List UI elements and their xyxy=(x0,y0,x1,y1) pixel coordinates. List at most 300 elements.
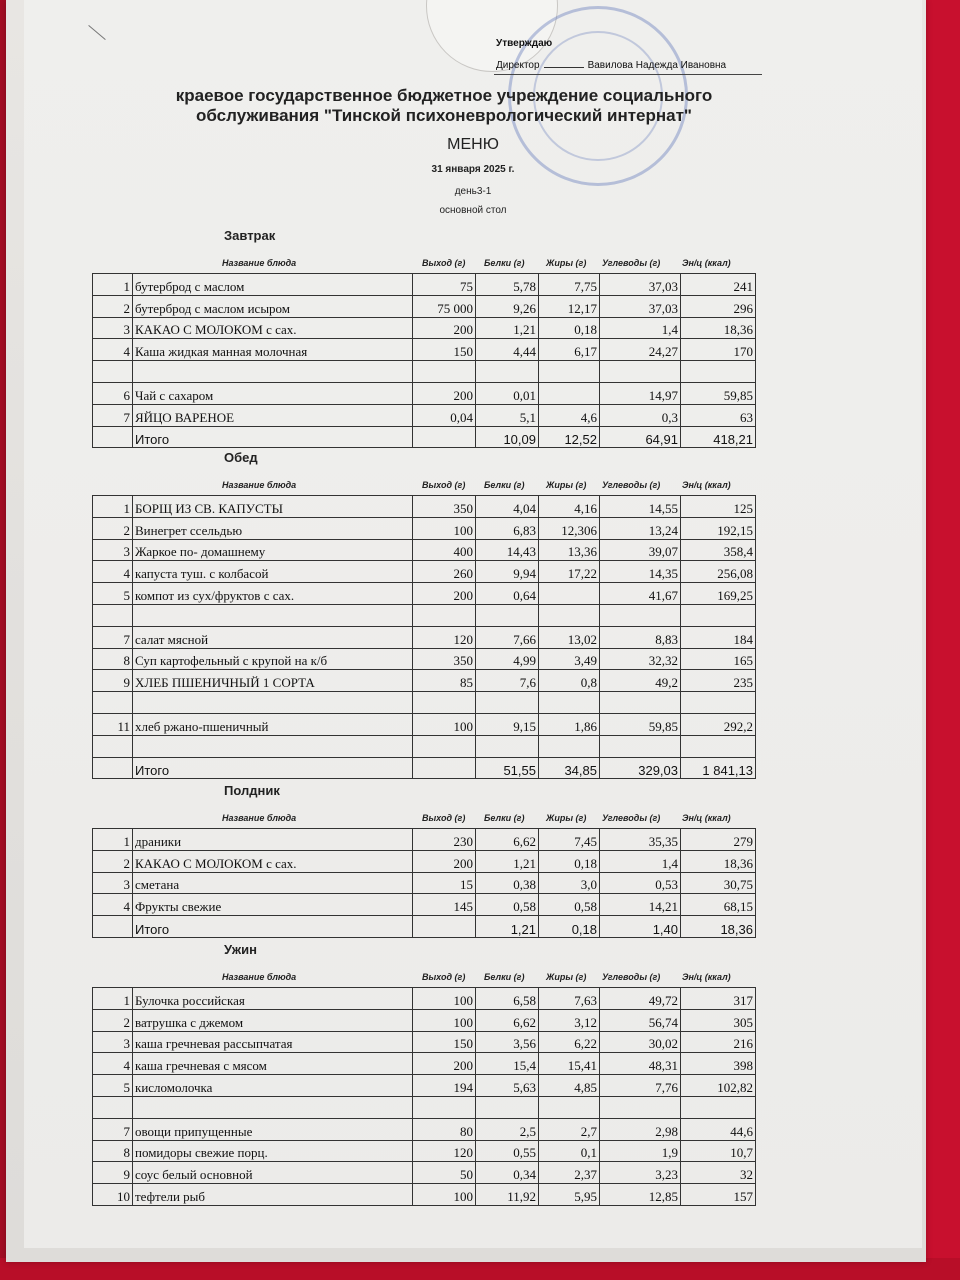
total-value xyxy=(413,916,476,938)
dish-table xyxy=(92,987,756,1206)
table-cell: 50 xyxy=(413,1162,476,1184)
table-cell: 7,63 xyxy=(539,988,600,1010)
table-row xyxy=(93,829,756,851)
table-cell: Чай с сахаром xyxy=(133,382,413,404)
table-cell: 3,0 xyxy=(539,872,600,894)
table-cell: ватрушка с джемом xyxy=(133,1009,413,1031)
menu-date: 31 января 2025 г. xyxy=(431,164,515,175)
column-header-energy: Эн/ц (ккал) xyxy=(682,813,731,823)
table-cell: 7 xyxy=(93,626,133,648)
table-cell xyxy=(681,361,756,383)
table-cell: 6,83 xyxy=(476,517,539,539)
table-cell: 5,95 xyxy=(539,1184,600,1206)
table-cell: 317 xyxy=(681,988,756,1010)
table-cell: 1,4 xyxy=(600,850,681,872)
table-cell: капуста туш. с колбасой xyxy=(133,561,413,583)
table-cell xyxy=(93,604,133,626)
approval-title: Утверждаю xyxy=(496,38,553,49)
table-cell xyxy=(93,426,133,448)
table-cell: компот из сух/фруктов с сах. xyxy=(133,583,413,605)
table-cell: 165 xyxy=(681,648,756,670)
table-cell: драники xyxy=(133,829,413,851)
table-cell: 0,3 xyxy=(600,404,681,426)
table-cell: 0,04 xyxy=(413,404,476,426)
table-cell: 59,85 xyxy=(600,713,681,735)
column-header-energy: Эн/ц (ккал) xyxy=(682,972,731,982)
table-cell xyxy=(413,1096,476,1118)
table-cell: 5,1 xyxy=(476,404,539,426)
approval-position: Директор xyxy=(496,60,540,71)
table-cell: 100 xyxy=(413,713,476,735)
table-cell: 4,99 xyxy=(476,648,539,670)
table-cell: 200 xyxy=(413,1053,476,1075)
total-value xyxy=(413,757,476,779)
table-cell: 102,82 xyxy=(681,1075,756,1097)
table-cell: 145 xyxy=(413,894,476,916)
table-cell: 11 xyxy=(93,713,133,735)
table-cell: 4 xyxy=(93,561,133,583)
table-cell: 0,18 xyxy=(539,317,600,339)
table-cell: 7,66 xyxy=(476,626,539,648)
table-row xyxy=(93,583,756,605)
table-cell: 6,62 xyxy=(476,1009,539,1031)
column-header-fat: Жиры (г) xyxy=(546,258,587,268)
table-cell xyxy=(413,735,476,757)
table-cell: 1,21 xyxy=(476,850,539,872)
table-cell xyxy=(681,692,756,714)
table-cell: Фрукты свежие xyxy=(133,894,413,916)
table-cell xyxy=(476,692,539,714)
table-cell: КАКАО С МОЛОКОМ с сах. xyxy=(133,317,413,339)
table-cell: 32,32 xyxy=(600,648,681,670)
table-cell: 4,16 xyxy=(539,496,600,518)
section-title: Завтрак xyxy=(224,228,276,243)
table-cell: 1 xyxy=(93,988,133,1010)
total-value: 64,91 xyxy=(600,426,681,448)
table-cell: овощи припущенные xyxy=(133,1118,413,1140)
table-cell: 150 xyxy=(413,1031,476,1053)
table-cell: 0,58 xyxy=(476,894,539,916)
table-cell xyxy=(133,604,413,626)
table-cell: 4,85 xyxy=(539,1075,600,1097)
column-header-yield: Выход (г) xyxy=(422,480,466,490)
table-row xyxy=(93,735,756,757)
table-cell: 8,83 xyxy=(600,626,681,648)
table-cell: 9 xyxy=(93,670,133,692)
table-cell: 6 xyxy=(93,382,133,404)
table-cell: 0,53 xyxy=(600,872,681,894)
table-cell: 7,45 xyxy=(539,829,600,851)
table-cell xyxy=(93,692,133,714)
table-cell: 260 xyxy=(413,561,476,583)
column-header-protein: Белки (г) xyxy=(484,258,525,268)
table-cell: ЯЙЦО ВАРЕНОЕ xyxy=(133,404,413,426)
table-cell: 24,27 xyxy=(600,339,681,361)
table-cell: 0,55 xyxy=(476,1140,539,1162)
table-cell: ХЛЕБ ПШЕНИЧНЫЙ 1 СОРТА xyxy=(133,670,413,692)
column-header-yield: Выход (г) xyxy=(422,813,466,823)
table-cell: 12,17 xyxy=(539,295,600,317)
table-row xyxy=(93,713,756,735)
column-header-fat: Жиры (г) xyxy=(546,972,587,982)
table-cell: 3 xyxy=(93,1031,133,1053)
table-cell xyxy=(133,361,413,383)
table-cell xyxy=(93,916,133,938)
table-cell: 194 xyxy=(413,1075,476,1097)
pen-mark xyxy=(88,25,105,40)
table-cell: 14,35 xyxy=(600,561,681,583)
table-cell: 2,7 xyxy=(539,1118,600,1140)
table-cell: 0,1 xyxy=(539,1140,600,1162)
column-header-yield: Выход (г) xyxy=(422,258,466,268)
total-value: 1 841,13 xyxy=(681,757,756,779)
total-value: 34,85 xyxy=(539,757,600,779)
table-cell: 3 xyxy=(93,872,133,894)
column-header-energy: Эн/ц (ккал) xyxy=(682,480,731,490)
table-cell xyxy=(681,1096,756,1118)
table-cell: 4 xyxy=(93,1053,133,1075)
table-cell: 56,74 xyxy=(600,1009,681,1031)
table-cell xyxy=(539,1096,600,1118)
table-cell: 1 xyxy=(93,496,133,518)
table-cell: кисломолочка xyxy=(133,1075,413,1097)
column-header-carbs: Углеводы (г) xyxy=(602,813,661,823)
table-cell: 4 xyxy=(93,339,133,361)
table-cell: 100 xyxy=(413,1009,476,1031)
table-row xyxy=(93,1075,756,1097)
table-cell: 49,72 xyxy=(600,988,681,1010)
approval-name: Вавилова Надежда Ивановна xyxy=(587,60,727,71)
column-header-row xyxy=(92,813,744,827)
total-value: 1,21 xyxy=(476,916,539,938)
column-header-energy: Эн/ц (ккал) xyxy=(682,258,731,268)
column-header-protein: Белки (г) xyxy=(484,972,525,982)
table-row xyxy=(93,670,756,692)
table-cell xyxy=(476,735,539,757)
table-cell: 350 xyxy=(413,496,476,518)
column-header-name: Название блюда xyxy=(222,813,297,823)
table-cell: 5,78 xyxy=(476,274,539,296)
table-cell xyxy=(93,757,133,779)
table-cell xyxy=(539,692,600,714)
table-cell: 14,97 xyxy=(600,382,681,404)
table-cell: 7 xyxy=(93,1118,133,1140)
menu-sheet xyxy=(24,0,922,1248)
table-cell xyxy=(476,604,539,626)
column-header-yield: Выход (г) xyxy=(422,972,466,982)
table-cell: 230 xyxy=(413,829,476,851)
table-row xyxy=(93,1184,756,1206)
table-cell: 59,85 xyxy=(681,382,756,404)
table-cell: 10 xyxy=(93,1184,133,1206)
table-cell: 17,22 xyxy=(539,561,600,583)
total-value: 12,52 xyxy=(539,426,600,448)
table-row xyxy=(93,561,756,583)
table-cell: 305 xyxy=(681,1009,756,1031)
table-cell: 200 xyxy=(413,382,476,404)
table-cell: 0,01 xyxy=(476,382,539,404)
total-value: 10,09 xyxy=(476,426,539,448)
table-cell: Булочка российская xyxy=(133,988,413,1010)
table-row xyxy=(93,295,756,317)
table-row xyxy=(93,339,756,361)
table-cell: 5,63 xyxy=(476,1075,539,1097)
table-cell: 2,5 xyxy=(476,1118,539,1140)
table-row xyxy=(93,361,756,383)
table-row xyxy=(93,1096,756,1118)
table-cell: 37,03 xyxy=(600,295,681,317)
table-cell xyxy=(413,604,476,626)
table-cell: бутерброд с маслом исыром xyxy=(133,295,413,317)
total-label: Итого xyxy=(133,426,413,448)
table-cell: 0,58 xyxy=(539,894,600,916)
total-value: 329,03 xyxy=(600,757,681,779)
table-cell: 400 xyxy=(413,539,476,561)
table-row xyxy=(93,1009,756,1031)
table-cell: Каша жидкая манная молочная xyxy=(133,339,413,361)
total-value: 51,55 xyxy=(476,757,539,779)
total-row xyxy=(93,916,756,938)
column-header-carbs: Углеводы (г) xyxy=(602,258,661,268)
table-cell: 3 xyxy=(93,539,133,561)
table-cell: 9,94 xyxy=(476,561,539,583)
table-cell: 5 xyxy=(93,1075,133,1097)
table-row xyxy=(93,626,756,648)
table-cell: соус белый основной xyxy=(133,1162,413,1184)
table-row xyxy=(93,1031,756,1053)
total-row xyxy=(93,426,756,448)
table-cell: 1,86 xyxy=(539,713,600,735)
table-row xyxy=(93,317,756,339)
table-cell xyxy=(539,361,600,383)
table-row xyxy=(93,604,756,626)
table-cell: 63 xyxy=(681,404,756,426)
table-cell xyxy=(539,604,600,626)
table-cell xyxy=(133,1096,413,1118)
total-value: 18,36 xyxy=(681,916,756,938)
table-cell: 6,62 xyxy=(476,829,539,851)
table-cell: 170 xyxy=(681,339,756,361)
table-cell: 80 xyxy=(413,1118,476,1140)
table-cell: 100 xyxy=(413,1184,476,1206)
column-header-name: Название блюда xyxy=(222,258,297,268)
table-cell: 2,37 xyxy=(539,1162,600,1184)
total-value: 0,18 xyxy=(539,916,600,938)
table-cell: 13,02 xyxy=(539,626,600,648)
table-cell: 4,04 xyxy=(476,496,539,518)
table-cell: 6,22 xyxy=(539,1031,600,1053)
table-cell: 41,67 xyxy=(600,583,681,605)
table-cell: 3,56 xyxy=(476,1031,539,1053)
table-cell xyxy=(476,361,539,383)
table-cell: 8 xyxy=(93,648,133,670)
table-cell: 120 xyxy=(413,626,476,648)
table-cell: 9 xyxy=(93,1162,133,1184)
table-cell: 6,58 xyxy=(476,988,539,1010)
column-header-name: Название блюда xyxy=(222,480,297,490)
table-cell: 100 xyxy=(413,517,476,539)
table-cell: 0,38 xyxy=(476,872,539,894)
total-value: 418,21 xyxy=(681,426,756,448)
table-cell: 200 xyxy=(413,317,476,339)
plastic-sleeve xyxy=(6,0,926,1262)
table-cell: 2 xyxy=(93,295,133,317)
table-cell xyxy=(413,361,476,383)
table-cell: 3,12 xyxy=(539,1009,600,1031)
table-cell: 12,306 xyxy=(539,517,600,539)
table-cell: салат мясной xyxy=(133,626,413,648)
table-row xyxy=(93,274,756,296)
table-cell: 39,07 xyxy=(600,539,681,561)
table-cell: 32 xyxy=(681,1162,756,1184)
table-cell: 279 xyxy=(681,829,756,851)
table-row xyxy=(93,539,756,561)
column-header-protein: Белки (г) xyxy=(484,813,525,823)
table-cell: 398 xyxy=(681,1053,756,1075)
table-cell: 68,15 xyxy=(681,894,756,916)
table-cell: 2 xyxy=(93,1009,133,1031)
table-cell: 200 xyxy=(413,850,476,872)
table-cell: 1,21 xyxy=(476,317,539,339)
table-cell: 7,76 xyxy=(600,1075,681,1097)
table-cell: 9,15 xyxy=(476,713,539,735)
table-cell: бутерброд с маслом xyxy=(133,274,413,296)
table-cell: помидоры свежие порц. xyxy=(133,1140,413,1162)
table-row xyxy=(93,1162,756,1184)
total-value xyxy=(413,426,476,448)
table-cell: 1,4 xyxy=(600,317,681,339)
section-title: Полдник xyxy=(224,783,280,798)
table-row xyxy=(93,872,756,894)
table-cell: 150 xyxy=(413,339,476,361)
table-cell: 2 xyxy=(93,517,133,539)
table-cell xyxy=(600,692,681,714)
table-row xyxy=(93,692,756,714)
table-cell: 184 xyxy=(681,626,756,648)
table-row xyxy=(93,648,756,670)
table-cell: каша гречневая рассыпчатая xyxy=(133,1031,413,1053)
table-cell: 100 xyxy=(413,988,476,1010)
table-row xyxy=(93,850,756,872)
table-cell: 192,15 xyxy=(681,517,756,539)
table-cell xyxy=(93,361,133,383)
table-cell: 30,75 xyxy=(681,872,756,894)
table-row xyxy=(93,404,756,426)
menu-day: день3-1 xyxy=(454,186,492,197)
column-header-fat: Жиры (г) xyxy=(546,480,587,490)
table-cell xyxy=(133,735,413,757)
table-cell: 13,24 xyxy=(600,517,681,539)
table-row xyxy=(93,1053,756,1075)
table-cell: 0,8 xyxy=(539,670,600,692)
table-cell: 235 xyxy=(681,670,756,692)
table-row xyxy=(93,894,756,916)
table-cell: 120 xyxy=(413,1140,476,1162)
table-cell: Винегрет ссельдью xyxy=(133,517,413,539)
table-cell xyxy=(600,735,681,757)
table-cell xyxy=(476,1096,539,1118)
table-cell xyxy=(600,361,681,383)
table-cell: 14,43 xyxy=(476,539,539,561)
table-cell: 13,36 xyxy=(539,539,600,561)
table-row xyxy=(93,988,756,1010)
table-cell: БОРЩ ИЗ СВ. КАПУСТЫ xyxy=(133,496,413,518)
table-cell: 18,36 xyxy=(681,850,756,872)
table-cell: 9,26 xyxy=(476,295,539,317)
table-cell xyxy=(133,692,413,714)
table-row xyxy=(93,1140,756,1162)
table-cell: 7,75 xyxy=(539,274,600,296)
table-cell: 1 xyxy=(93,829,133,851)
table-cell: 8 xyxy=(93,1140,133,1162)
table-cell: 4 xyxy=(93,894,133,916)
table-row xyxy=(93,382,756,404)
table-row xyxy=(93,496,756,518)
table-cell: 15 xyxy=(413,872,476,894)
table-cell: 85 xyxy=(413,670,476,692)
dish-table xyxy=(92,828,756,938)
table-cell xyxy=(681,735,756,757)
table-cell: 3,23 xyxy=(600,1162,681,1184)
table-cell xyxy=(600,1096,681,1118)
table-cell: 125 xyxy=(681,496,756,518)
table-cell xyxy=(413,692,476,714)
table-cell: 169,25 xyxy=(681,583,756,605)
table-cell: 2,98 xyxy=(600,1118,681,1140)
table-cell: хлеб ржано-пшеничный xyxy=(133,713,413,735)
table-cell: 200 xyxy=(413,583,476,605)
total-label: Итого xyxy=(133,916,413,938)
table-cell: 44,6 xyxy=(681,1118,756,1140)
table-cell: 48,31 xyxy=(600,1053,681,1075)
table-cell: 216 xyxy=(681,1031,756,1053)
table-cell: КАКАО С МОЛОКОМ с сах. xyxy=(133,850,413,872)
table-cell: 3 xyxy=(93,317,133,339)
dish-table xyxy=(92,273,756,448)
table-cell: 3,49 xyxy=(539,648,600,670)
signature-underline xyxy=(494,74,762,75)
table-cell xyxy=(93,735,133,757)
column-header-name: Название блюда xyxy=(222,972,297,982)
table-cell: 241 xyxy=(681,274,756,296)
table-cell: 10,7 xyxy=(681,1140,756,1162)
column-header-carbs: Углеводы (г) xyxy=(602,972,661,982)
section-title: Ужин xyxy=(224,942,257,957)
table-cell: 292,2 xyxy=(681,713,756,735)
table-cell: 6,17 xyxy=(539,339,600,361)
table-cell: 30,02 xyxy=(600,1031,681,1053)
table-cell: 75 000 xyxy=(413,295,476,317)
table-cell: 296 xyxy=(681,295,756,317)
table-cell: 7 xyxy=(93,404,133,426)
organization-title: краевое государственное бюджетное учреждение социального обслуживания "Тинской психоневрологический интернат" xyxy=(175,86,713,125)
total-label: Итого xyxy=(133,757,413,779)
table-cell xyxy=(539,583,600,605)
table-cell xyxy=(539,382,600,404)
table-cell: 4,6 xyxy=(539,404,600,426)
table-cell: 350 xyxy=(413,648,476,670)
table-cell: 15,41 xyxy=(539,1053,600,1075)
table-cell xyxy=(539,735,600,757)
table-cell: 256,08 xyxy=(681,561,756,583)
section-title: Обед xyxy=(224,450,258,465)
table-row xyxy=(93,517,756,539)
folder-edge-right xyxy=(924,0,960,1280)
table-cell: 1 xyxy=(93,274,133,296)
table-cell: Жаркое по- домашнему xyxy=(133,539,413,561)
table-cell: 4,44 xyxy=(476,339,539,361)
table-cell: 2 xyxy=(93,850,133,872)
